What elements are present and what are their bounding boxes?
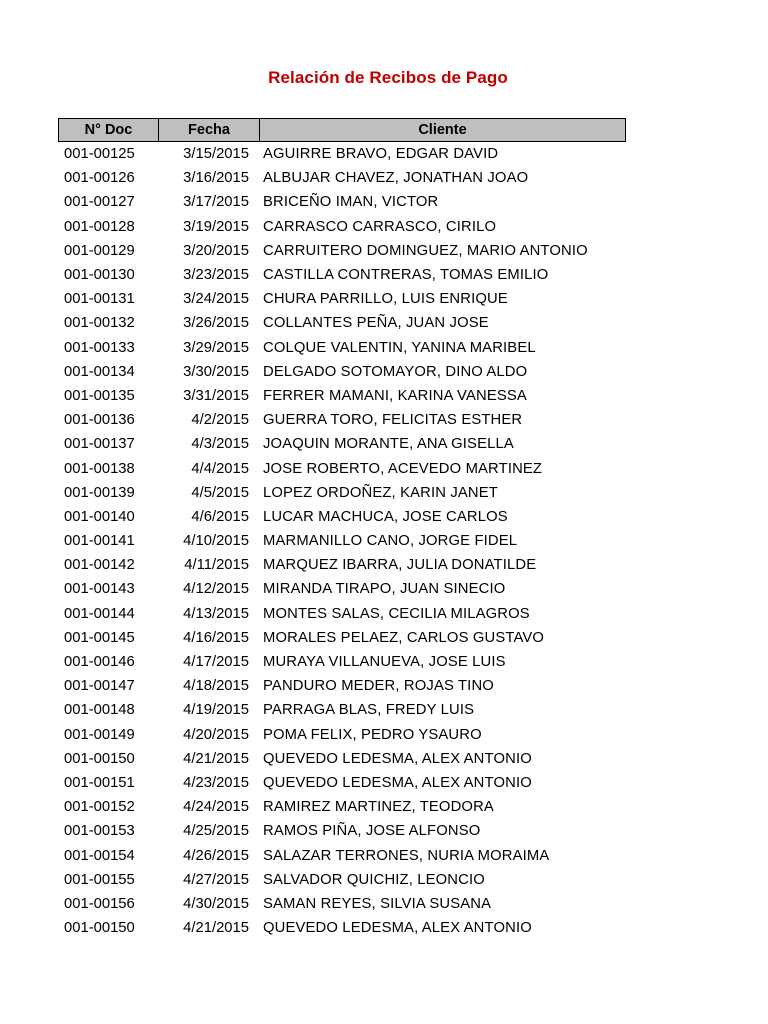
cell-fecha: 4/26/2015 bbox=[183, 847, 249, 864]
cell-cliente: BRICEÑO IMAN, VICTOR bbox=[263, 194, 439, 211]
cell-fecha: 3/15/2015 bbox=[183, 146, 249, 163]
cell-fecha: 4/21/2015 bbox=[183, 750, 249, 767]
cell-cliente: CARRUITERO DOMINGUEZ, MARIO ANTONIO bbox=[263, 242, 588, 259]
cell-cliente: MIRANDA TIRAPO, JUAN SINECIO bbox=[263, 581, 506, 598]
cell-ndoc: 001-00148 bbox=[64, 702, 135, 719]
cell-ndoc: 001-00154 bbox=[64, 847, 135, 864]
table-row bbox=[58, 916, 626, 940]
cell-ndoc: 001-00137 bbox=[64, 436, 135, 453]
cell-cliente: GUERRA TORO, FELICITAS ESTHER bbox=[263, 412, 523, 429]
cell-cliente: DELGADO SOTOMAYOR, DINO ALDO bbox=[263, 363, 528, 380]
cell-fecha: 4/12/2015 bbox=[183, 581, 249, 598]
table-row bbox=[58, 239, 626, 263]
table-body bbox=[58, 142, 626, 940]
cell-cliente: JOAQUIN MORANTE, ANA GISELLA bbox=[263, 436, 514, 453]
cell-ndoc: 001-00143 bbox=[64, 581, 135, 598]
cell-fecha: 4/3/2015 bbox=[191, 436, 249, 453]
table-row bbox=[58, 819, 626, 843]
cell-fecha: 4/25/2015 bbox=[183, 823, 249, 840]
table-row bbox=[58, 360, 626, 384]
cell-cliente: MORALES PELAEZ, CARLOS GUSTAVO bbox=[263, 629, 545, 646]
cell-fecha: 3/26/2015 bbox=[183, 315, 249, 332]
cell-ndoc: 001-00136 bbox=[64, 412, 135, 429]
cell-ndoc: 001-00156 bbox=[64, 895, 135, 912]
cell-cliente: AGUIRRE BRAVO, EDGAR DAVID bbox=[263, 146, 499, 163]
cell-cliente: MARMANILLO CANO, JORGE FIDEL bbox=[263, 533, 518, 550]
cell-fecha: 3/20/2015 bbox=[183, 242, 249, 259]
cell-fecha: 3/19/2015 bbox=[183, 218, 249, 235]
cell-cliente: ALBUJAR CHAVEZ, JONATHAN JOAO bbox=[263, 170, 529, 187]
cell-fecha: 3/23/2015 bbox=[183, 267, 249, 284]
cell-ndoc: 001-00132 bbox=[64, 315, 135, 332]
cell-cliente: QUEVEDO LEDESMA, ALEX ANTONIO bbox=[263, 750, 532, 767]
receipts-table bbox=[58, 118, 626, 940]
cell-fecha: 4/30/2015 bbox=[183, 895, 249, 912]
table-row bbox=[58, 723, 626, 747]
cell-cliente: COLQUE VALENTIN, YANINA MARIBEL bbox=[263, 339, 536, 356]
cell-ndoc: 001-00146 bbox=[64, 654, 135, 671]
cell-ndoc: 001-00138 bbox=[64, 460, 135, 477]
table-row bbox=[58, 602, 626, 626]
cell-cliente: LUCAR MACHUCA, JOSE CARLOS bbox=[263, 508, 508, 525]
cell-cliente: MURAYA VILLANUEVA, JOSE LUIS bbox=[263, 654, 506, 671]
table-row bbox=[58, 650, 626, 674]
cell-cliente: RAMIREZ MARTINEZ, TEODORA bbox=[263, 799, 494, 816]
cell-ndoc: 001-00150 bbox=[64, 920, 135, 937]
cell-cliente: JOSE ROBERTO, ACEVEDO MARTINEZ bbox=[263, 460, 543, 477]
cell-fecha: 3/31/2015 bbox=[183, 387, 249, 404]
cell-cliente: SALAZAR TERRONES, NURIA MORAIMA bbox=[263, 847, 550, 864]
cell-fecha: 3/17/2015 bbox=[183, 194, 249, 211]
cell-cliente: CARRASCO CARRASCO, CIRILO bbox=[263, 218, 497, 235]
cell-fecha: 4/6/2015 bbox=[191, 508, 249, 525]
cell-fecha: 4/20/2015 bbox=[183, 726, 249, 743]
cell-ndoc: 001-00134 bbox=[64, 363, 135, 380]
cell-fecha: 3/30/2015 bbox=[183, 363, 249, 380]
cell-ndoc: 001-00141 bbox=[64, 533, 135, 550]
table-row bbox=[58, 456, 626, 480]
cell-ndoc: 001-00126 bbox=[64, 170, 135, 187]
table-row bbox=[58, 747, 626, 771]
cell-ndoc: 001-00144 bbox=[64, 605, 135, 622]
cell-fecha: 4/18/2015 bbox=[183, 678, 249, 695]
cell-cliente: FERRER MAMANI, KARINA VANESSA bbox=[263, 387, 527, 404]
cell-ndoc: 001-00152 bbox=[64, 799, 135, 816]
table-header bbox=[58, 118, 626, 142]
cell-ndoc: 001-00125 bbox=[64, 146, 135, 163]
table-row bbox=[58, 166, 626, 190]
column-header-fecha: Fecha bbox=[159, 119, 260, 141]
cell-fecha: 4/27/2015 bbox=[183, 871, 249, 888]
table-row bbox=[58, 529, 626, 553]
table-row bbox=[58, 868, 626, 892]
cell-cliente: QUEVEDO LEDESMA, ALEX ANTONIO bbox=[263, 774, 532, 791]
cell-cliente: COLLANTES PEÑA, JUAN JOSE bbox=[263, 315, 489, 332]
cell-cliente: RAMOS PIÑA, JOSE ALFONSO bbox=[263, 823, 481, 840]
table-row bbox=[58, 577, 626, 601]
cell-ndoc: 001-00133 bbox=[64, 339, 135, 356]
cell-cliente: PANDURO MEDER, ROJAS TINO bbox=[263, 678, 494, 695]
cell-ndoc: 001-00153 bbox=[64, 823, 135, 840]
cell-fecha: 4/10/2015 bbox=[183, 533, 249, 550]
cell-fecha: 4/16/2015 bbox=[183, 629, 249, 646]
cell-fecha: 4/21/2015 bbox=[183, 920, 249, 937]
cell-fecha: 4/4/2015 bbox=[191, 460, 249, 477]
table-row bbox=[58, 142, 626, 166]
cell-fecha: 4/2/2015 bbox=[191, 412, 249, 429]
cell-cliente: MARQUEZ IBARRA, JULIA DONATILDE bbox=[263, 557, 537, 574]
cell-fecha: 4/13/2015 bbox=[183, 605, 249, 622]
cell-ndoc: 001-00129 bbox=[64, 242, 135, 259]
cell-cliente: SAMAN REYES, SILVIA SUSANA bbox=[263, 895, 492, 912]
cell-cliente: CASTILLA CONTRERAS, TOMAS EMILIO bbox=[263, 267, 549, 284]
table-row bbox=[58, 481, 626, 505]
cell-fecha: 4/19/2015 bbox=[183, 702, 249, 719]
table-row bbox=[58, 408, 626, 432]
cell-fecha: 4/24/2015 bbox=[183, 799, 249, 816]
cell-ndoc: 001-00128 bbox=[64, 218, 135, 235]
cell-ndoc: 001-00155 bbox=[64, 871, 135, 888]
cell-cliente: MONTES SALAS, CECILIA MILAGROS bbox=[263, 605, 530, 622]
cell-fecha: 3/24/2015 bbox=[183, 291, 249, 308]
column-header-ndoc: N° Doc bbox=[59, 119, 159, 141]
cell-fecha: 4/23/2015 bbox=[183, 774, 249, 791]
cell-ndoc: 001-00130 bbox=[64, 267, 135, 284]
cell-fecha: 3/16/2015 bbox=[183, 170, 249, 187]
cell-ndoc: 001-00142 bbox=[64, 557, 135, 574]
cell-ndoc: 001-00127 bbox=[64, 194, 135, 211]
table-row bbox=[58, 263, 626, 287]
cell-ndoc: 001-00131 bbox=[64, 291, 135, 308]
table-row bbox=[58, 892, 626, 916]
cell-ndoc: 001-00140 bbox=[64, 508, 135, 525]
cell-cliente: LOPEZ ORDOÑEZ, KARIN JANET bbox=[263, 484, 498, 501]
cell-cliente: SALVADOR QUICHIZ, LEONCIO bbox=[263, 871, 485, 888]
table-row bbox=[58, 674, 626, 698]
cell-cliente: CHURA PARRILLO, LUIS ENRIQUE bbox=[263, 291, 508, 308]
cell-fecha: 3/29/2015 bbox=[183, 339, 249, 356]
cell-ndoc: 001-00139 bbox=[64, 484, 135, 501]
cell-ndoc: 001-00150 bbox=[64, 750, 135, 767]
cell-fecha: 4/17/2015 bbox=[183, 654, 249, 671]
cell-ndoc: 001-00149 bbox=[64, 726, 135, 743]
cell-cliente: QUEVEDO LEDESMA, ALEX ANTONIO bbox=[263, 920, 532, 937]
cell-fecha: 4/11/2015 bbox=[184, 557, 249, 574]
table-row bbox=[58, 505, 626, 529]
cell-cliente: POMA FELIX, PEDRO YSAURO bbox=[263, 726, 482, 743]
table-row bbox=[58, 698, 626, 722]
cell-ndoc: 001-00151 bbox=[64, 774, 135, 791]
page-title: Relación de Recibos de Pago bbox=[268, 68, 508, 87]
table-row bbox=[58, 553, 626, 577]
cell-ndoc: 001-00147 bbox=[64, 678, 135, 695]
table-row bbox=[58, 287, 626, 311]
table-row bbox=[58, 190, 626, 214]
table-row bbox=[58, 311, 626, 335]
cell-ndoc: 001-00145 bbox=[64, 629, 135, 646]
table-row bbox=[58, 215, 626, 239]
table-row bbox=[58, 432, 626, 456]
table-row bbox=[58, 795, 626, 819]
table-row bbox=[58, 626, 626, 650]
table-row bbox=[58, 384, 626, 408]
cell-fecha: 4/5/2015 bbox=[191, 484, 249, 501]
cell-cliente: PARRAGA BLAS, FREDY LUIS bbox=[263, 702, 475, 719]
column-header-cliente: Cliente bbox=[418, 122, 467, 138]
table-row bbox=[58, 843, 626, 867]
cell-ndoc: 001-00135 bbox=[64, 387, 135, 404]
table-row bbox=[58, 771, 626, 795]
table-row bbox=[58, 336, 626, 360]
